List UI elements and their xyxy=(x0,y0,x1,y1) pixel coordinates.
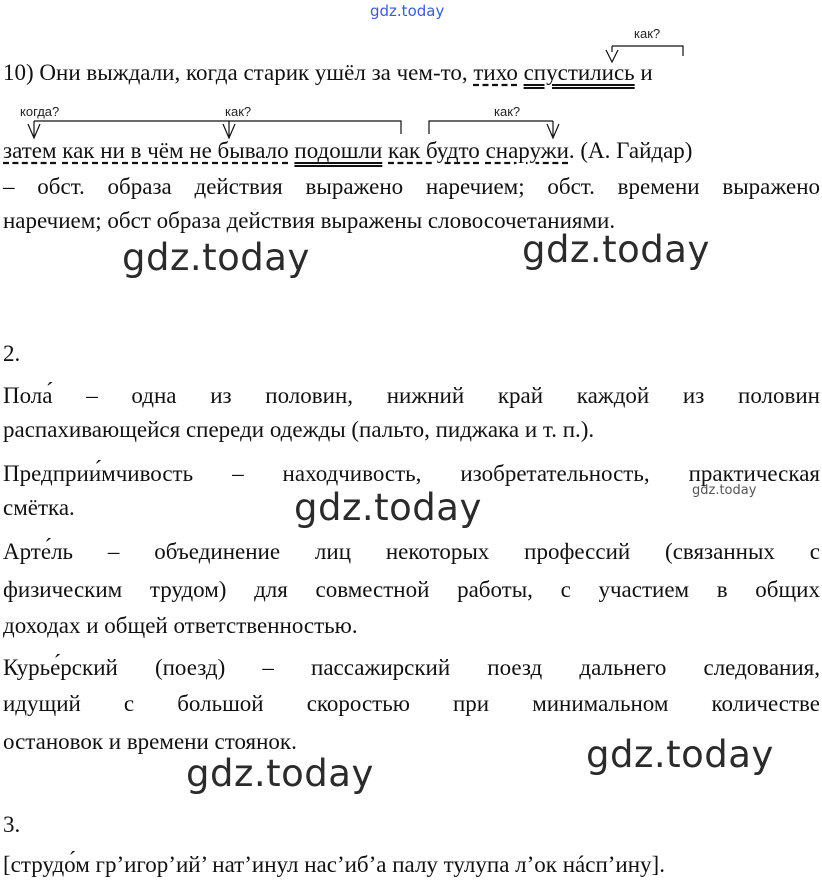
definition-kurerskiy: Курье́рский (поезд) – пассажирский поезд дальнего следования, xyxy=(3,655,820,680)
watermark-top: gdz.today xyxy=(370,2,445,20)
definition-artel: Арте́ль – объединение лиц некоторых профессий (связанных с xyxy=(3,539,820,564)
watermark: gdz.today xyxy=(294,486,482,529)
q10-line-4: наречием; обст образа действия выражены словосочетаниями. xyxy=(3,208,616,233)
word-podoshli: подошли xyxy=(294,138,383,163)
bracket-podoshli-right xyxy=(429,121,553,134)
definition-kurerskiy: идущий с большой скоростью при минимальном количестве xyxy=(3,691,820,716)
question-label: когда? xyxy=(20,104,60,119)
q10-text: 10) Они выждали, когда старик ушёл за чем-то, xyxy=(3,60,468,85)
question-label: как? xyxy=(225,104,252,119)
word-kak-budto: как будто xyxy=(388,138,480,163)
definition-predpriimchivost: Предприи́мчивость – находчивость, изобретательность, практическая xyxy=(3,461,820,486)
question-label: как? xyxy=(494,104,521,119)
bracket-podoshli-left xyxy=(34,121,401,134)
word-zatem: затем xyxy=(3,138,57,163)
definition-pola: распахивающейся спереди одежды (пальто, пиджака и т. п.). xyxy=(3,417,595,442)
definition-pola: Пола́ – одна из половин, нижний край каждой из половин xyxy=(3,383,820,408)
bracket-spustilis xyxy=(612,46,683,56)
q10-text: и xyxy=(640,60,653,85)
q10-text: . (А. Гайдар) xyxy=(568,138,693,163)
watermark: gdz.today xyxy=(586,733,774,776)
watermark: gdz.today xyxy=(186,752,374,795)
watermark-small: gdz.today xyxy=(692,483,757,498)
section-number: 3. xyxy=(3,812,21,837)
q10-line-3: – обст. образа действия выражено наречием; обст. времени выражено xyxy=(3,174,820,199)
q10-line-2 xyxy=(3,136,692,166)
word-tiho: тихо xyxy=(473,60,518,85)
definition-predpriimchivost: смётка. xyxy=(3,495,75,520)
word-kak-ni-v-chem: как ни в чём не бывало xyxy=(62,138,289,163)
definition-artel: доходах и общей ответственностью. xyxy=(3,613,358,638)
word-spustilis: спустились xyxy=(523,60,635,85)
section-number: 2. xyxy=(3,341,21,366)
watermark: gdz.today xyxy=(522,228,710,271)
question-label: как? xyxy=(634,26,661,41)
definition-kurerskiy: остановок и времени стоянок. xyxy=(3,729,297,754)
q10-line-1 xyxy=(3,58,653,88)
transcription: [струдо́м гр’игор’ий’ нат’инул нас’иб’а палу тулупа л’ок нáсп’ину]. xyxy=(3,852,665,877)
definition-artel: физическим трудом) для совместной работы, с участием в общих xyxy=(3,577,820,602)
word-snaruzhi: снаружи xyxy=(485,138,569,163)
watermark: gdz.today xyxy=(122,236,310,279)
